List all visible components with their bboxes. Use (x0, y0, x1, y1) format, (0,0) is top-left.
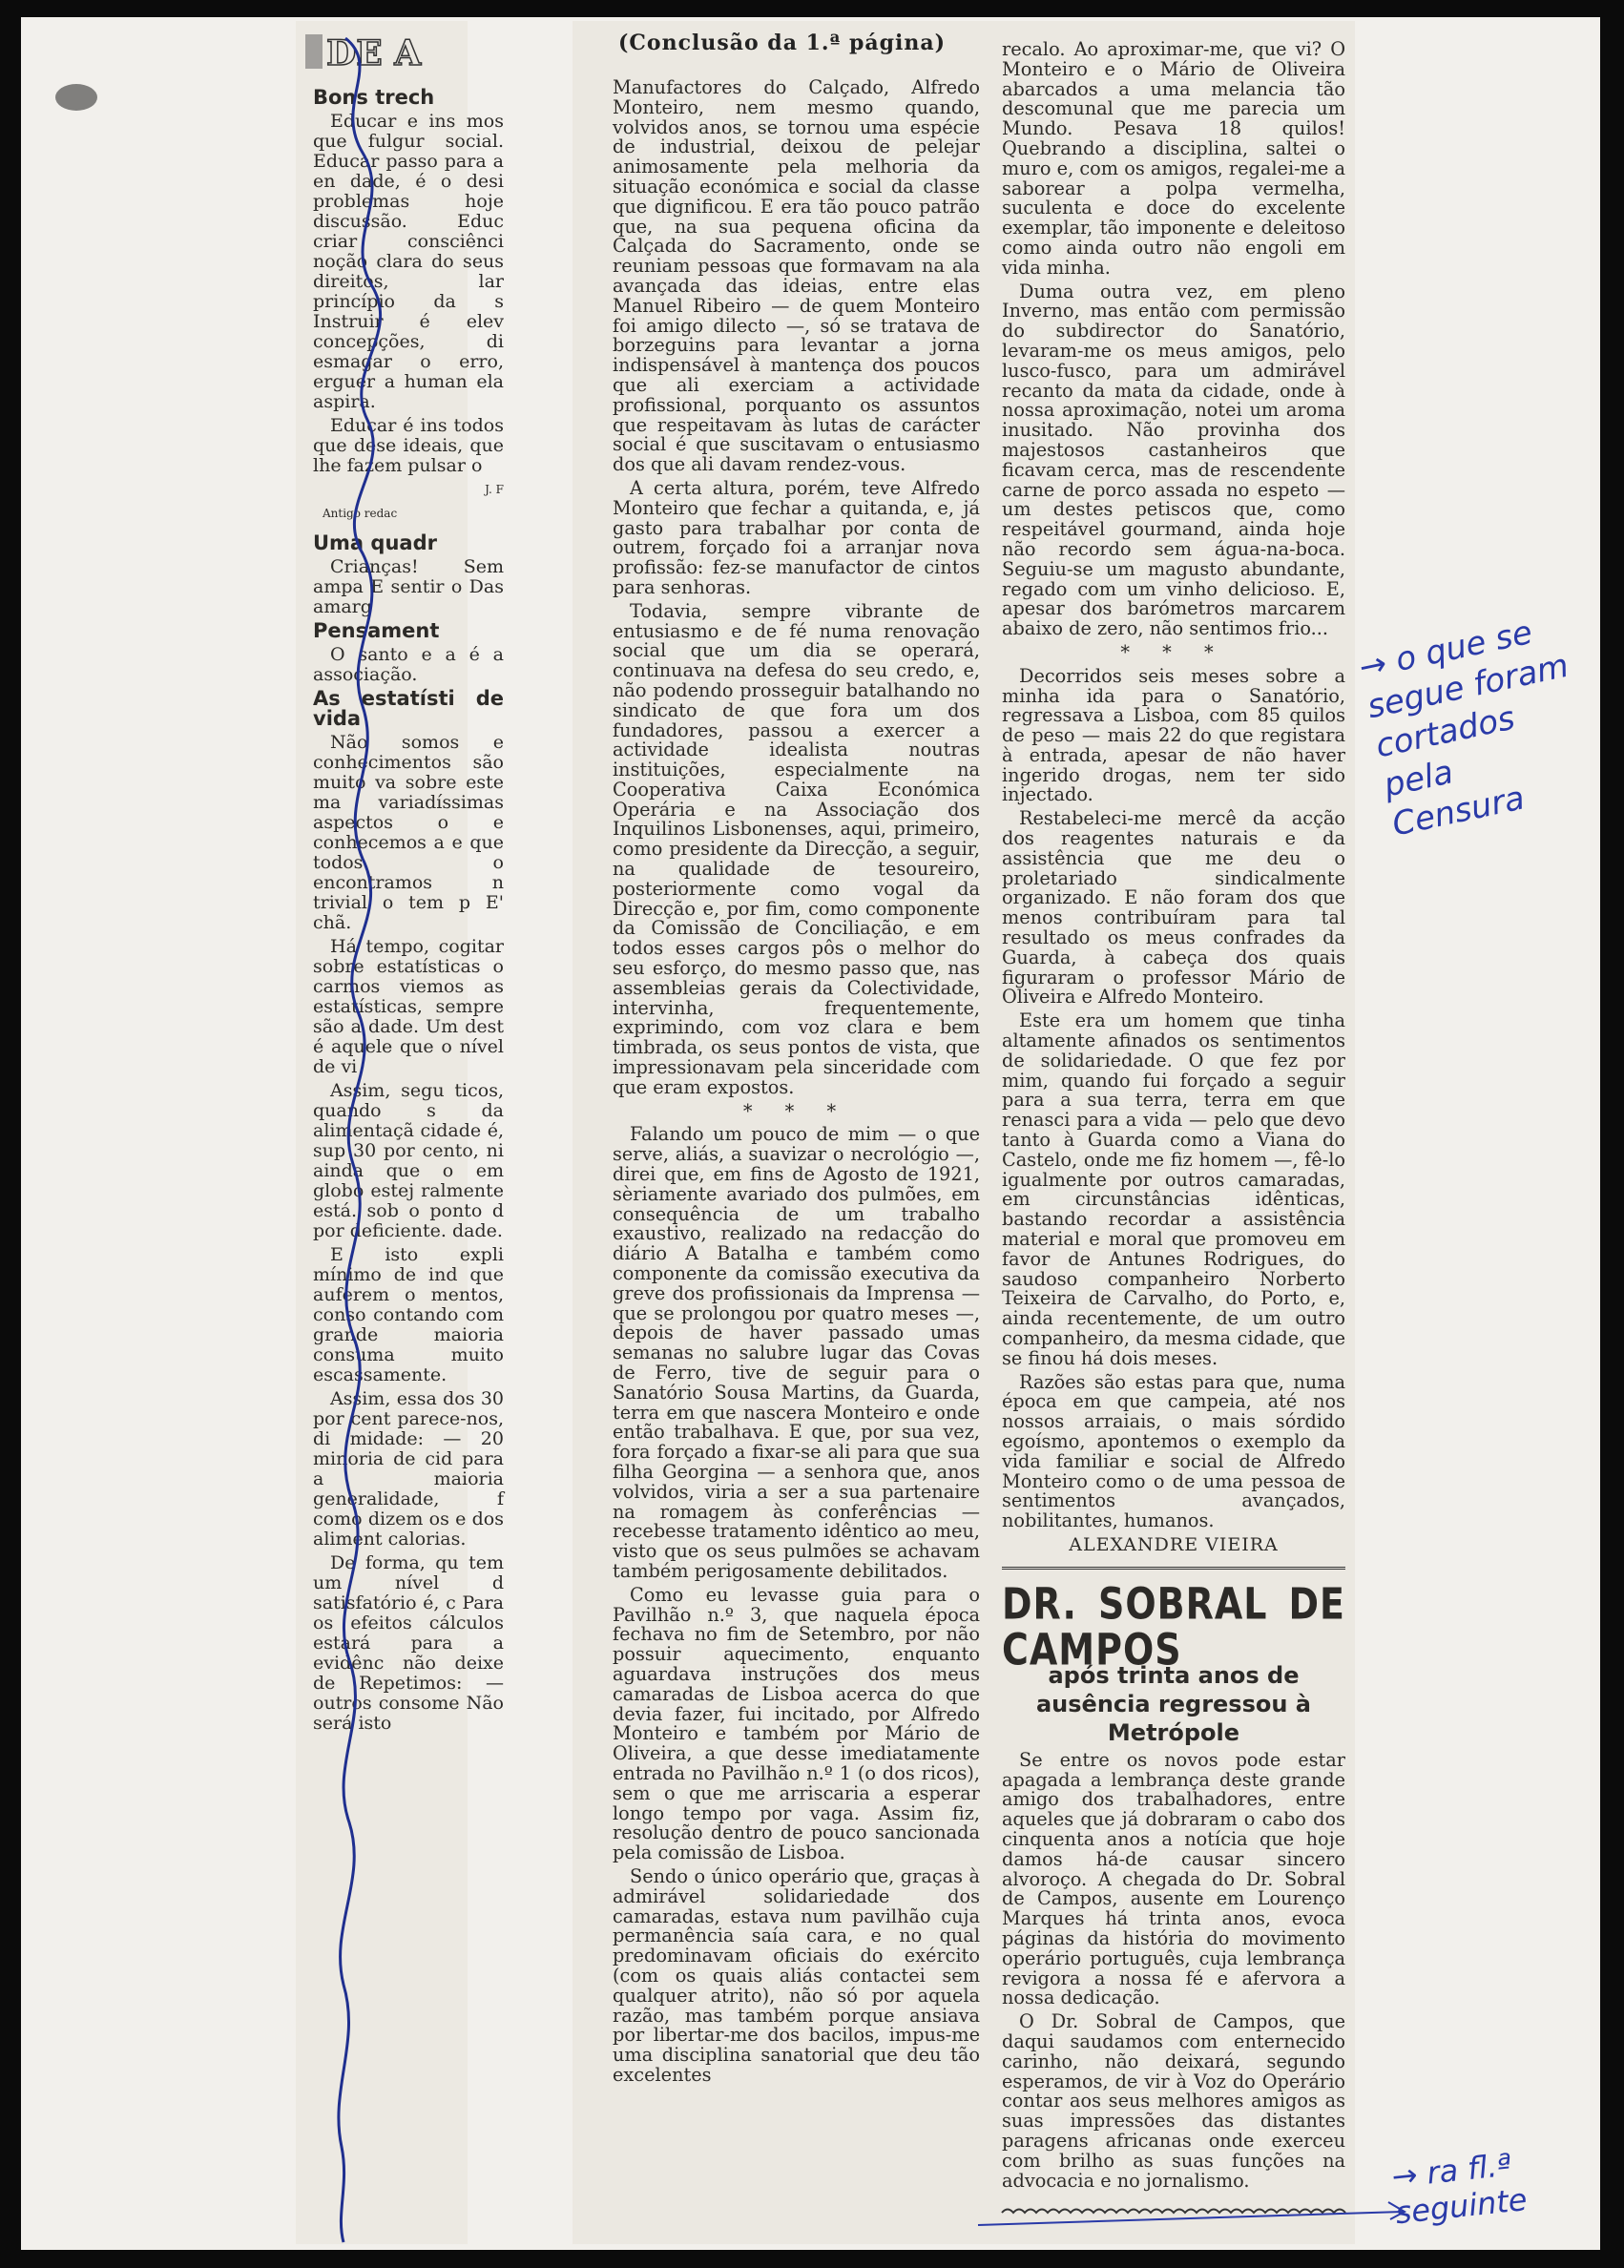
next-page-annotation: → ra fl.ª seguinte (1389, 2146, 1530, 2232)
paragraph: Educar é ins todos que dese ideais, que lhe fazem pulsar o (313, 415, 504, 476)
paragraph: Falando um pouco de mim — o que serve, aliás, a suavizar o necrológio —, direi que, em fins de Agosto de 1921, sèriamente avariado dos pulmões, em consequência de um trabalho exaustivo, realizado na redacção do diário A Batalha e também como componente da comissão executiva da greve dos profissionais da Imprensa — que se prolongou por quatro meses —, depois de haver passado umas semanas no salubre lugar das Covas de Ferro, tive de seguir para o Sanatório Sousa Martins, da Guarda, terra em que nascera Monteiro e onde então trabalhava. E que, por sua vez, fora forçado a fixar-se ali para que sua filha Georgina — a senhora que, anos volvidos, viria a ser a sua partenaire na romagem às conferências — recebesse tratamento idêntico ao meu, visto que os seus pulmões se achavam também perigosamente debilitados. (613, 1123, 980, 1582)
signature: J. F (485, 483, 504, 496)
paragraph: O santo e a é a associação. (313, 644, 504, 685)
section-divider: * * * (1120, 640, 1227, 663)
paragraph: recalo. Ao aproximar-me, que vi? O Monteiro e o Mário de Oliveira abarcados a uma melancia tão descomunal que me parecia um Mundo. Pesava 18 quilos! Quebrando a disciplina, saltei o muro e, com os amigos, regalei-me a saborear a polpa vermelha, suculenta e doce do excelente exemplar, tão imponente e deleitoso como ainda outro não engoli em vida minha. (1002, 38, 1345, 279)
ornamental-rule (1002, 2206, 1345, 2219)
paragraph: Como eu levasse guia para o Pavilhão n.º 3, que naquela época fechava no fim de Setembro, por não possuir aquecimento, enquanto aguardava instruções dos meus camaradas de Lisboa acerca do que devia fazer, fui incitado, por Alfredo Monteiro e também por Mário de Oliveira, a que desse imediatamente entrada no Pavilhão n.º 1 (o dos ricos), sem o que me arriscaria a esperar longo tempo por vaga. Assim fiz, resolução dentro de pouco sancionada pela comissão de Lisboa. (613, 1583, 980, 1864)
paragraph: De forma, qu tem um nível d satisfatório é, c Para os efeitos cálculos estará para a evidênc não deixe de Repetimos: — outros consome Não será isto (313, 1552, 504, 1734)
section-heading: Uma quadr (313, 531, 437, 554)
masthead-ornament (305, 29, 477, 74)
paragraph: Se entre os novos pode estar apagada a lembrança deste grande amigo dos trabalhadores, entre aqueles que já dobraram o cabo dos cinquenta anos a notícia que hoje damos há-de causar sincero alvoroço. A chegada do Dr. Sobral de Campos, ausente em Lourenço Marques há trinta anos, evoca páginas da história do movimento operário português, cuja lembrança revigora a nossa fé e afervora a nossa dedicação. (1002, 1748, 1345, 2009)
paragraph: Manufactores do Calçado, Alfredo Monteiro, nem mesmo quando, volvidos anos, se tornou uma espécie de industrial, deixou de pelejar animosamente pela melhoria da situação económica e social da classe que dignificou. E era tão pouco patrão que, na sua pequena oficina da Calçada do Sacramento, onde se reuniam pessoas que formavam na ala avançada das ideias, entre elas Manuel Ribeiro — de quem Monteiro foi amigo dilecto —, só se tratava de borzeguins para levantar a jorna indispensável à mantença dos poucos que ali exerciam a actividade profissional, porquanto os assuntos que respeitavam às lutas de carácter social é que suscitavam o entusiasmo dos que ali davam rendez-vous. (613, 76, 980, 476)
article-column-2 (1002, 40, 1345, 2224)
paragraph: Sendo o único operário que, graças à admirável solidariedade dos camaradas, estava num pavilhão cuja permanência saía cara, e no qual predominavam oficiais do exército (com os quais aliás contactei sem qualquer atrito), não só por aquela razão, mas também porque ansiava por libertar-me dos bacilos, impus-me uma disciplina sanatorial que deu tão excelentes (613, 1864, 980, 2086)
news-subheadline: após trinta anos de ausência regressou à Metrópole (1035, 1661, 1312, 1746)
paragraph: Restabeleci-me mercê da acção dos reagentes naturais e da assistência que me deu o proletariado sindicalmente organizado. E não foram dos que menos contribuíram para tal resultado os meus confrades da Guarda, à cabeça dos quais figuraram o professor Mário de Oliveira e Alfredo Monteiro. (1002, 807, 1345, 1009)
section-divider: * * * (742, 1099, 850, 1122)
paragraph: Assim, segu ticos, quando s da alimentaçã cidade é, sup 30 por cento, ni ainda que o em globo estej ralmente está. sob o ponto d por deficiente. dade. (313, 1080, 504, 1241)
paragraph: E isto expli mínimo de ind que auferem o mentos, conso contando com grande maioria consuma muito escassamente. (313, 1244, 504, 1385)
section-heading: As estatísti de vida (313, 687, 504, 730)
paragraph: Assim, essa dos 30 por cent parece-nos, di midade: — 20 minoria de cid para a maioria generalidade, f como dizem os e dos aliment calorias. (313, 1388, 504, 1550)
paragraph: Há tempo, cogitar sobre estatísticas o carmos viemos as estatísticas, sempre são a dade. Um dest é aquele que o nível de vi (313, 936, 504, 1077)
paragraph: Todavia, sempre vibrante de entusiasmo e de fé numa renovação social que um dia se operará, continuava na defesa do seu credo, e, não podendo prosseguir batalhando no sindicato de que fora um dos fundadores, passou a exercer a actividade idealista noutras instituições, especialmente na Cooperativa Caixa Económica Operária e na Associação dos Inquilinos Lisbonenses, aqui, primeiro, como presidente da Direcção, a seguir, na qualidade de tesoureiro, posteriormente como vogal da Direcção e, por fim, como componente da Comissão de Conciliação, e em todos esses cargos pôs o melhor do seu esforço, do mesmo passo que, nas assembleias gerais da Colectividade, intervinha, frequentemente, exprimindo, com voz clara e bem timbrada, os seus pontos de vista, que impressionavam pela sinceridade com que eram expostos. (613, 599, 980, 1098)
paragraph: O Dr. Sobral de Campos, que daqui saudamos com enternecido carinho, não deixará, segundo esperamos, de vir à Voz do Operário contar aos seus melhores amigos as suas impressões das distantes paragens africanas onde exerceu com brilho as suas funções na advocacia e no jornalismo. (1002, 2010, 1345, 2192)
signature-role: Antigo redac (323, 507, 398, 520)
paragraph: Duma outra vez, em pleno Inverno, mas então com permissão do subdirector do Sanatório, levaram-me os meus amigos, pelo lusco-fusco, para um admirável recanto da mata da cidade, onde à nossa aproximação, notei um aroma inusitado. Não provinha dos majestosos castanheiros que ficavam cerca, mas de rescendente carne de porco assada no espeto — um destes petiscos que, como respeitável gourmand, ainda hoje não recordo sem água-na-boca. Seguiu-se um magusto abundante, regado com um vinho delicioso. E, apesar dos barómetros marcarem abaixo de zero, não sentimos frio... (1002, 280, 1345, 640)
masthead-text: DE A (326, 33, 422, 73)
section-heading: Bons trech (313, 86, 435, 109)
paragraph: Crianças! Sem ampa E sentir o Das amarg (313, 556, 504, 617)
section-heading: Pensament (313, 619, 440, 642)
paragraph: Não somos e conhecimentos são muito va sobre este ma variadíssimas aspectos o e conhecemos a e que todos o encontramos n trivial o tem p E' chã. (313, 732, 504, 933)
left-strip-column (313, 88, 504, 1737)
author-signature: ALEXANDRE VIEIRA (1069, 1533, 1279, 1555)
news-headline: DR. SOBRAL DE CAMPOS (1002, 1578, 1345, 1675)
paragraph: Este era um homem que tinha altamente afinados os sentimentos de solidariedade. O que fez por mim, quando fui forçado a seguir para a sua terra, terra em que renasci para a vida — pelo que devo tanto à Guarda como a Viana do Castelo, onde me fiz homem —, fê-lo igualmente por outros camaradas, em circunstâncias idênticas, bastando recordar a assistência material e moral que promoveu em favor de Antunes Rodrigues, do saudoso companheiro Norberto Teixeira de Carvalho, do Porto, e, ainda recentemente, de um outro companheiro, da mesma cidade, que se finou há dois meses. (1002, 1009, 1345, 1369)
left-clipping-strip (296, 21, 504, 2244)
section-rule (1002, 1567, 1345, 1570)
paragraph: Decorridos seis meses sobre a minha ida para o Sanatório, regressava a Lisboa, com 85 quilos de peso — mais 22 do que registara à entrada, apesar de não haver ingerido drogas, nem ter sido injectado. (1002, 664, 1345, 806)
censor-annotation: → o que se segue foram cortados pela Censura (1355, 613, 1572, 844)
article-clipping (573, 21, 1355, 2244)
paragraph: Razões são estas para que, numa época em que campeia, até nos nossos arraiais, o mais sórdido egoísmo, apontemos o exemplo da vida familiar e social de Alfredo Monteiro como o de uma pessoa de sentimentos avançados, nobilitantes, humanos. (1002, 1370, 1345, 1532)
paragraph: Educar e ins mos que fulgur social. Educar passo para a en dade, é o desi problemas hoje discussão. Educ criar consciênci noção clara do seus direitos, lar princípio da s Instruir é elev concepções, di esmagar o erro, erguer a human ela aspira. (313, 111, 504, 412)
continuation-header: (Conclusão da 1.ª página) (618, 31, 946, 55)
article-column-1 (613, 78, 980, 2090)
paragraph: A certa altura, porém, teve Alfredo Monteiro que fechar a quitanda, e, já gasto para trabalhar por conta de outrem, forçado foi a arranjar nova profissão: fez-se manufactor de cintos para senhoras. (613, 476, 980, 598)
